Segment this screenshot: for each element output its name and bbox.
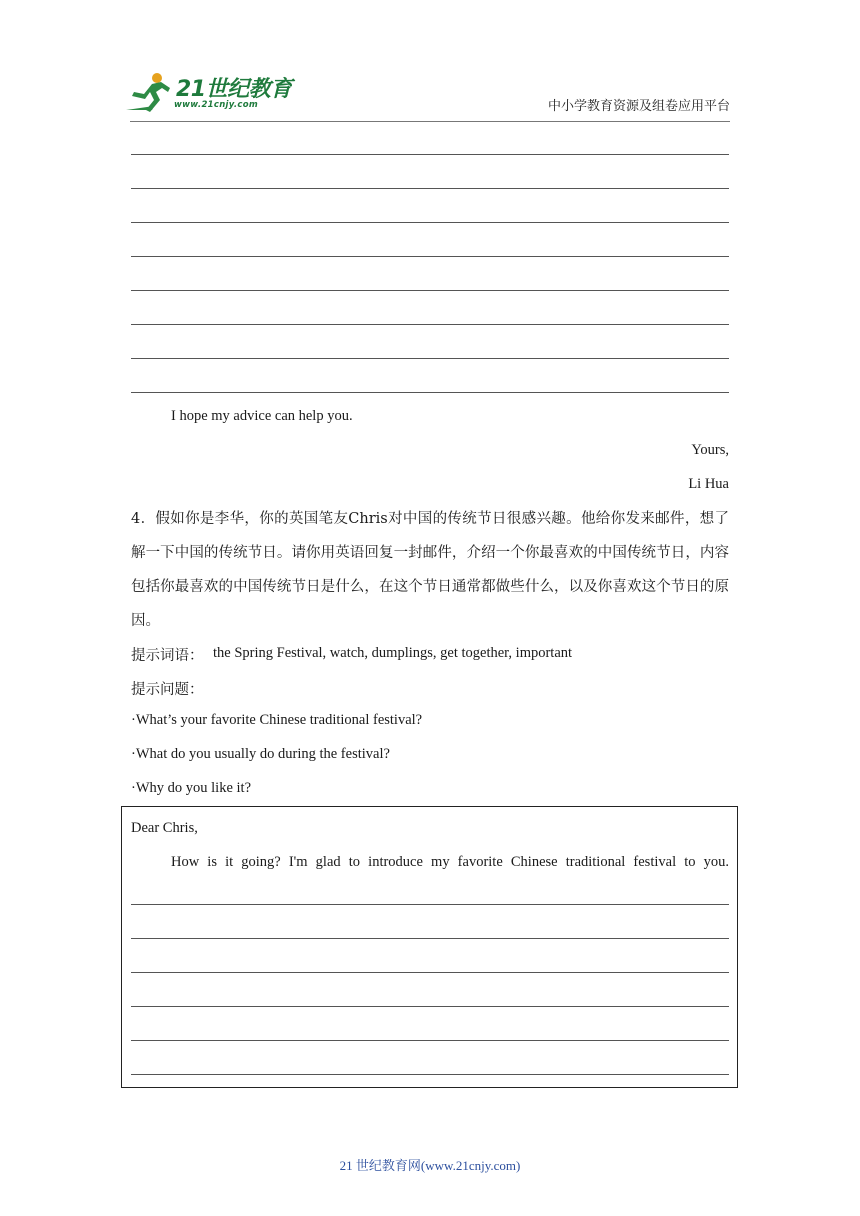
letter-opening: How is it going? I'm glad to introduce my favorite Chinese traditional festival to you. (171, 854, 729, 870)
hint-words-label: 提示词语： (131, 648, 204, 664)
answer-line (131, 358, 729, 359)
answer-line (131, 188, 729, 189)
logo-title: 21世纪教育 (176, 77, 292, 102)
answer-line (131, 222, 729, 223)
logo-url: www.21cnjy.com (174, 100, 258, 110)
hint-question: ·Why do you like it? (131, 780, 252, 796)
answer-line (131, 392, 729, 393)
closing-yours: Yours, (691, 442, 729, 458)
site-logo (124, 70, 294, 116)
question-prompt: 4．假如你是李华，你的英国笔友Chris对中国的传统节日很感兴趣。他给你发来邮件，想了解一下中国的传统节日。请你用英语回复一封邮件，介绍一个你最喜欢的中国传统节日，内容包括你最喜欢的中国传统节日是什么，在这个节日通常都做些什么，以及你喜欢这个节日的原因。 (131, 511, 729, 629)
answer-line (131, 1006, 729, 1007)
answer-line (131, 972, 729, 973)
hint-words: the Spring Festival, watch, dumplings, get together, important (213, 645, 573, 661)
hint-question: ·What do you usually do during the festival? (131, 746, 390, 762)
platform-name: 中小学教育资源及组卷应用平台 (547, 99, 730, 114)
answer-line (131, 290, 729, 291)
answer-line (131, 154, 729, 155)
header-divider (130, 121, 730, 122)
answer-line (131, 256, 729, 257)
answer-line (131, 938, 729, 939)
answer-line (131, 1074, 729, 1075)
answer-box (121, 806, 738, 1088)
answer-line (131, 904, 729, 905)
letter-greeting: Dear Chris, (131, 820, 198, 836)
runner-icon (124, 70, 176, 116)
page-footer: 21 世纪教育网(www.21cnjy.com) (339, 1158, 521, 1173)
hint-question: ·What’s your favorite Chinese traditional festival? (131, 712, 423, 728)
answer-line (131, 1040, 729, 1041)
signature: Li Hua (688, 476, 729, 492)
answer-line (131, 324, 729, 325)
hint-questions-label: 提示问题： (131, 682, 204, 698)
closing-sentence: I hope my advice can help you. (171, 408, 353, 424)
